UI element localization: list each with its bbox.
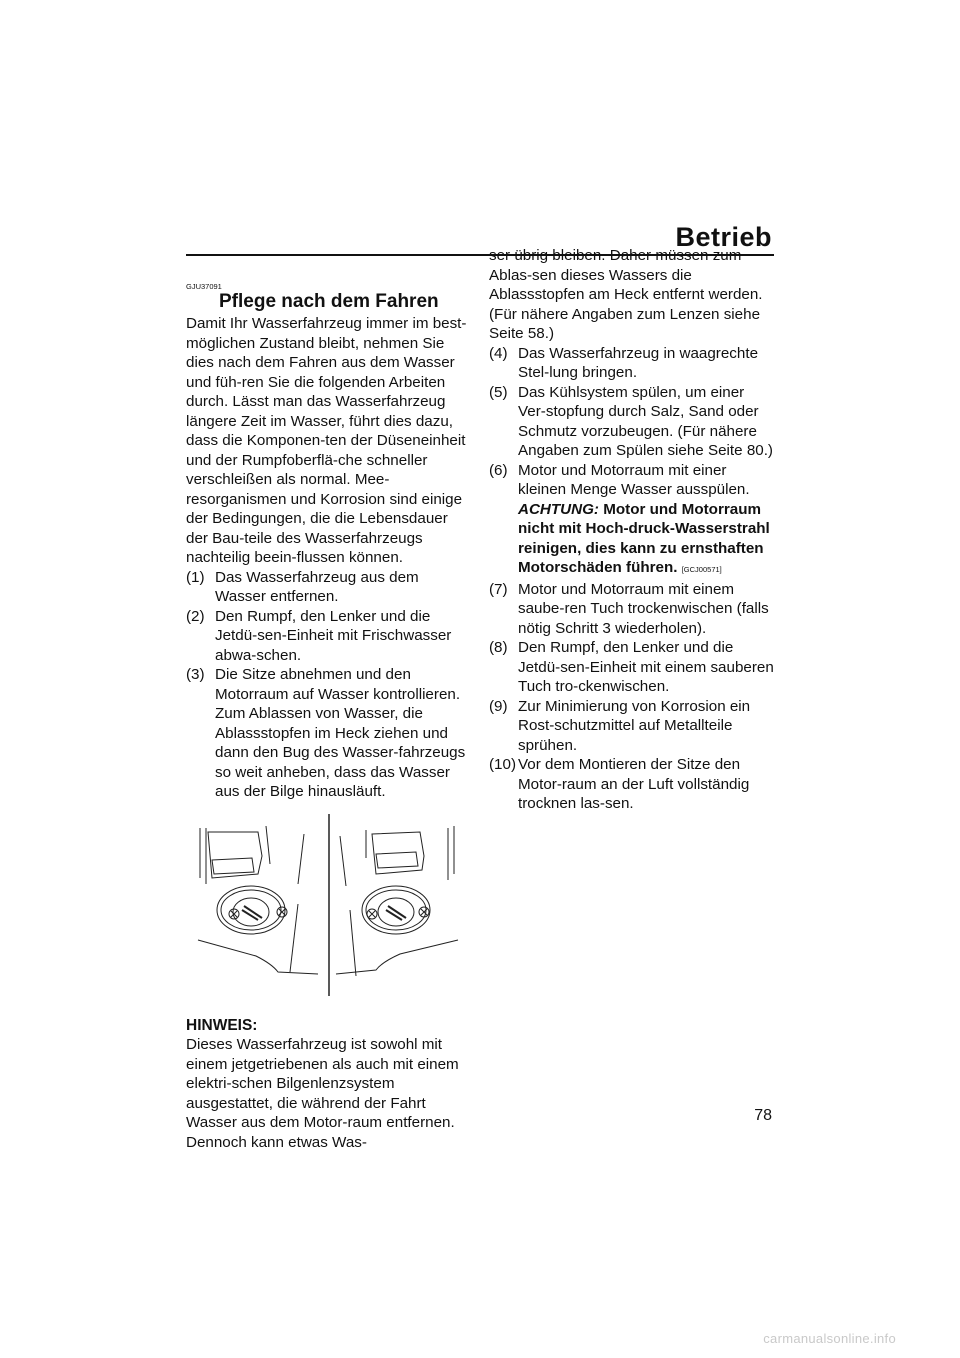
step-text: Zur Minimierung von Korrosion ein Rost-schutzmittel auf Metallteile sprühen. bbox=[518, 697, 751, 754]
step-number: (1) bbox=[186, 568, 205, 586]
drain-plug-drawing bbox=[186, 814, 468, 1004]
step-text: Den Rumpf, den Lenker und die Jetdü-sen-Einheit mit Frischwasser abwa-schen. bbox=[215, 607, 452, 664]
step-number: (10) bbox=[489, 756, 517, 773]
intro-paragraph: Damit Ihr Wasserfahrzeug immer im best-möglichen Zustand bleibt, nehmen Sie dies nach dem Fahren aus dem Wasser und füh-ren Sie die folgenden Arbeiten durch. Lässt man das Wasserfahrzeug längere Zeit im Wasser, führt dies dazu, dass die Komponen-ten der Düseneinheit und der Rumpfoberflä-che schneller verschleißen als normal. Mee-resorganismen und Korrosion sind einige der Bedingungen, die die Lebensdauer der Bau-teile des Wasserfahrzeugs nachteilig beein-flussen können. bbox=[186, 315, 467, 566]
step-number: (9) bbox=[489, 697, 508, 715]
step-text: Motor und Motorraum mit einer kleinen Menge Wasser ausspülen. bbox=[518, 461, 750, 498]
step-number: (8) bbox=[489, 639, 508, 656]
step-number: (2) bbox=[186, 607, 205, 625]
watermark-text: carmanualsonline.info bbox=[763, 1331, 896, 1346]
step-number: (3) bbox=[186, 666, 205, 683]
page-header-title: Betrieb bbox=[675, 222, 772, 252]
step-item bbox=[489, 344, 775, 383]
left-column bbox=[186, 282, 468, 1152]
step-item bbox=[489, 755, 775, 814]
step-item bbox=[489, 383, 775, 461]
step-item bbox=[489, 580, 775, 639]
step-text: Den Rumpf, den Lenker und die Jetdü-sen-Einheit mit einem sauberen Tuch tro-ckenwischen. bbox=[518, 639, 774, 695]
step-number: (5) bbox=[489, 383, 508, 401]
section-code: GJU37091 bbox=[186, 282, 222, 291]
note-text: Dieses Wasserfahrzeug ist sowohl mit einem jetgetriebenen als auch mit einem elektri-schen Bilgenlenzsystem ausgestattet, die während der Fahrt Wasser aus dem Motor-raum entfernen. Dennoch kann etwas Was- bbox=[186, 1036, 459, 1151]
drain-plug-illustration bbox=[186, 814, 468, 1004]
step-text: Das Wasserfahrzeug in waagrechte Stel-lung bringen. bbox=[518, 344, 759, 381]
step-item bbox=[186, 607, 468, 666]
warning-label: ACHTUNG: bbox=[518, 500, 599, 518]
steps-list-right bbox=[489, 344, 775, 814]
step-item bbox=[489, 697, 775, 756]
right-column bbox=[489, 246, 775, 814]
step-text: Das Kühlsystem spülen, um einer Ver-stopfung durch Salz, Sand oder Schmutz vorzubeugen. (Für nähere Angaben zum Spülen siehe Seite 80.) bbox=[518, 383, 773, 459]
step-item bbox=[489, 638, 775, 697]
warning-text: Motor und Motorraum nicht mit Hoch-druck-Wasserstrahl reinigen, dies kann zu ernsthaften Motorschäden führen. bbox=[518, 500, 770, 576]
continuation-paragraph: ser übrig bleiben. Daher müssen zum Ablas-sen dieses Wassers die Ablassstopfen am Heck entfernt werden. (Für nähere Angaben zum Lenzen siehe Seite 58.) bbox=[489, 247, 763, 342]
step-text: Motor und Motorraum mit einem saube-ren Tuch trockenwischen (falls nötig Schritt 3 wiederholen). bbox=[518, 580, 769, 637]
step-text: Vor dem Montieren der Sitze den Motor-raum an der Luft vollständig trocknen las-sen. bbox=[518, 756, 750, 812]
step-number: (4) bbox=[489, 344, 508, 362]
section-title: Pflege nach dem Fahren bbox=[219, 291, 439, 312]
step-item bbox=[186, 568, 468, 607]
note-label: HINWEIS: bbox=[186, 1016, 258, 1034]
warning-code: [GCJ00571] bbox=[681, 565, 722, 574]
step-text: Das Wasserfahrzeug aus dem Wasser entfernen. bbox=[215, 568, 419, 605]
step-number: (6) bbox=[489, 461, 508, 479]
step-item bbox=[186, 665, 468, 802]
step-number: (7) bbox=[489, 580, 508, 598]
step-item bbox=[489, 461, 775, 580]
steps-list-left bbox=[186, 568, 468, 802]
page-number: 78 bbox=[754, 1107, 772, 1124]
step-text: Die Sitze abnehmen und den Motorraum auf Wasser kontrollieren. Zum Ablassen von Wasser, die Ablassstopfen im Heck ziehen und dann den Bug des Wasser-fahrzeugs so weit anheben, dass das Wasser aus der Bilge hinausläuft. bbox=[215, 666, 466, 800]
